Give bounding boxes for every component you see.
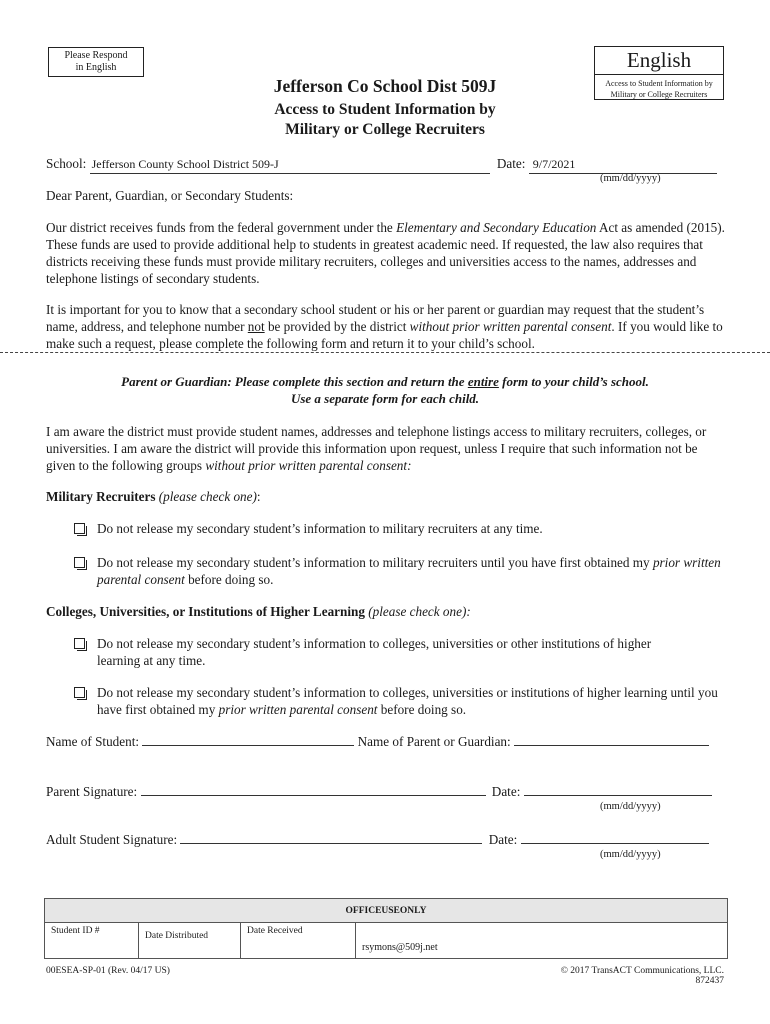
date-distributed-cell: Date Distributed xyxy=(139,923,241,959)
aware-italic: without prior written parental consent: xyxy=(205,458,412,473)
respond-line1: Please Respond xyxy=(64,50,128,61)
student-name-label: Name of Student: xyxy=(46,734,140,749)
paragraph-funding xyxy=(46,219,728,287)
respond-line2: in English xyxy=(75,62,117,73)
paragraph-request xyxy=(46,301,728,352)
para2-italic: without prior written parental consent xyxy=(409,319,612,334)
form-title-line2: Military or College Recruiters xyxy=(285,121,485,138)
para1-text-b: Act as amended (2015). These funds are used to provide additional help to students in greatest academic need. If requested, the law also requires that districts receiving these funds must provide military recruiters, colleges and universities access to the names, addresses and telephone listings of secondary students. xyxy=(46,220,725,286)
colleges-opt2-text-b: before doing so. xyxy=(377,702,467,717)
office-use-title: OFFICEUSEONLY xyxy=(45,899,728,923)
copyright-line: © 2017 TransACT Communications, LLC. xyxy=(560,966,724,976)
language-sub-line1: Access to Student Information by xyxy=(605,79,713,88)
parent-signature-date-label: Date: xyxy=(491,784,521,799)
language-title: English xyxy=(595,47,723,75)
colleges-heading-text: Colleges, Universities, or Institutions of Higher Learning xyxy=(46,604,365,619)
copyright xyxy=(561,966,724,986)
para2-text-a: It is important for you to know that a secondary school student or his or her parent or guardian may request that the student’s name, address, and telephone number xyxy=(46,302,705,334)
para2-text-b: be provided by the district xyxy=(264,319,410,334)
adult-signature-row xyxy=(46,831,736,848)
school-label: School: xyxy=(46,156,87,171)
parent-signature-label: Parent Signature: xyxy=(46,784,138,799)
colleges-heading xyxy=(46,603,471,620)
adult-signature-date-field[interactable] xyxy=(521,831,709,844)
date-received-cell: Date Received xyxy=(241,923,356,959)
form-code: 00ESEA-SP-01 (Rev. 04/17 US) xyxy=(46,966,170,976)
colleges-opt2-text-a: Do not release my secondary student’s information to colleges, universities or institutions of higher learning until you have first obtained my xyxy=(97,685,718,717)
parent-date-format: (mm/dd/yyyy) xyxy=(600,801,661,812)
date-label: Date: xyxy=(496,156,526,171)
military-heading xyxy=(46,488,261,505)
adult-date-format: (mm/dd/yyyy) xyxy=(600,849,661,860)
military-hint: (please check one) xyxy=(155,489,257,504)
para2-underline: not xyxy=(247,319,265,334)
office-use-table xyxy=(44,898,728,959)
military-opt2-text-b: before doing so. xyxy=(184,572,274,587)
date-field[interactable]: 9/7/2021 xyxy=(529,156,717,174)
district-title: Jefferson Co School Dist 509J xyxy=(273,76,497,96)
school-field[interactable]: Jefferson County School District 509-J xyxy=(90,156,490,174)
colleges-option1-label: Do not release my secondary student’s information to colleges, universities or other institutions of higher learning at any time. xyxy=(97,636,652,668)
military-option1-checkbox[interactable] xyxy=(74,523,85,534)
office-email-cell: rsymons@509j.net xyxy=(356,923,728,959)
para1-italic: Elementary and Secondary Education xyxy=(396,220,597,235)
adult-signature-field[interactable] xyxy=(180,831,482,844)
colleges-hint: (please check one): xyxy=(364,604,471,619)
language-sub-line2: Military or College Recruiters xyxy=(610,90,708,99)
greeting: Dear Parent, Guardian, or Secondary Students: xyxy=(46,188,294,203)
student-id-cell: Student ID # xyxy=(45,923,139,959)
military-colon: : xyxy=(256,489,261,504)
form-number: 872437 xyxy=(695,976,724,986)
colleges-option2-checkbox[interactable] xyxy=(74,687,85,698)
awareness-statement xyxy=(46,423,730,474)
parent-signature-field[interactable] xyxy=(141,783,486,796)
parent-signature-date-field[interactable] xyxy=(524,783,712,796)
aware-text: I am aware the district must provide student names, addresses and telephone listings access to military recruiters, colleges, or universities. I am aware the district will provide this information upon request, unless I require that such information not be given to the following groups xyxy=(46,424,707,473)
military-heading-text: Military Recruiters xyxy=(46,489,156,504)
parent-name-field[interactable] xyxy=(514,733,709,746)
respond-language-box xyxy=(48,47,144,77)
adult-signature-label: Adult Student Signature: xyxy=(46,832,178,847)
colleges-opt2-italic: prior written parental consent xyxy=(218,702,378,717)
form-title-line1: Access to Student Information by xyxy=(274,101,496,118)
military-option2-label xyxy=(97,554,727,588)
date-format-hint: (mm/dd/yyyy) xyxy=(600,173,661,184)
adult-signature-date-label: Date: xyxy=(488,832,518,847)
instructions-line1 xyxy=(0,373,770,390)
military-opt2-italic: prior written parental consent xyxy=(97,555,721,587)
school-row xyxy=(46,155,746,174)
instructions-underline: entire xyxy=(467,374,499,389)
instructions-text-a: Parent or Guardian: Please complete this section and return the xyxy=(121,374,468,389)
colleges-option1-checkbox[interactable] xyxy=(74,638,85,649)
names-row xyxy=(46,733,736,750)
military-opt2-text-a: Do not release my secondary student’s information to military recruiters until you have first obtained my xyxy=(97,555,653,570)
parent-signature-row xyxy=(46,783,736,800)
military-option2-checkbox[interactable] xyxy=(74,557,85,568)
instructions-line2: Use a separate form for each child. xyxy=(290,391,480,406)
instructions-text-b: form to your child’s school. xyxy=(498,374,649,389)
parent-name-label: Name of Parent or Guardian: xyxy=(357,734,511,749)
cut-line xyxy=(0,352,770,364)
colleges-option2-label xyxy=(97,684,727,718)
student-name-field[interactable] xyxy=(142,733,354,746)
military-option1-label: Do not release my secondary student’s information to military recruiters at any time. xyxy=(97,521,543,536)
para1-text-a: Our district receives funds from the federal government under the xyxy=(46,220,397,235)
para2-text-c: . If you would like to make such a request, please complete the following form and return it to your child’s school. xyxy=(46,319,723,351)
